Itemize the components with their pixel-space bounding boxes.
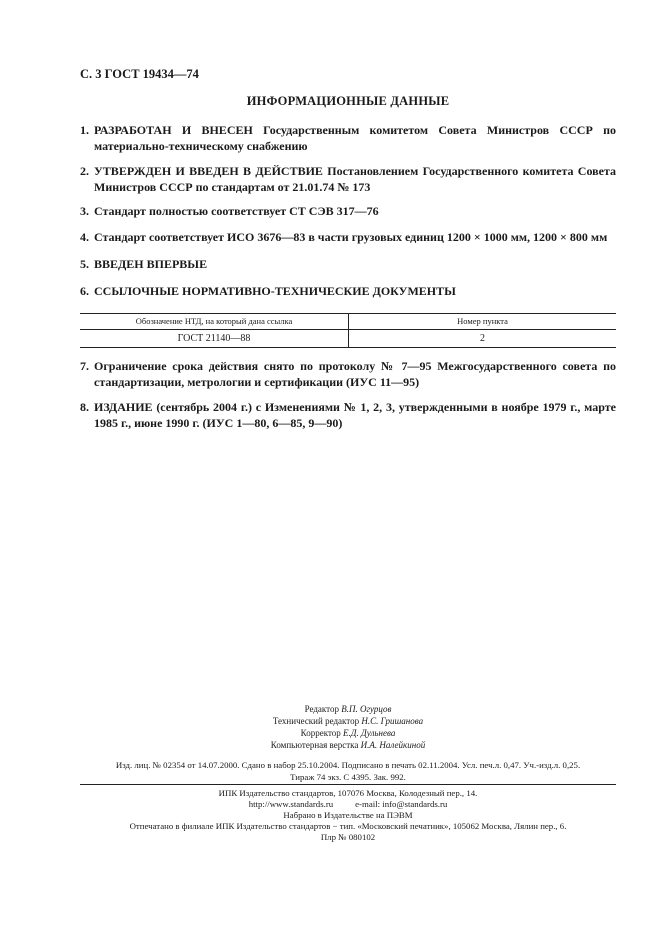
item-number: 6. [80,284,89,298]
table-header-row [80,314,616,330]
table-header-cell: Обозначение НТД, на который дана ссылка [80,314,349,330]
item-text: Стандарт соответствует ИСО 3676—83 в части грузовых единиц 1200 × 1000 мм, 1200 × 800 мм [94,230,608,244]
email-link: e-mail: info@standards.ru [355,799,448,809]
item-number: 1. [80,123,89,137]
credit-tech-editor [80,715,616,727]
website-link: http://www.standards.ru [248,799,334,809]
item-number: 2. [80,164,89,178]
page-header: С. 3 ГОСТ 19434—74 [80,67,199,81]
publication-info-line: Тираж 74 экз. С 4395. Зак. 992. [290,772,406,782]
item-number: 3. [80,204,89,218]
publication-info-line: Изд. лиц. № 02354 от 14.07.2000. Сдано в набор 25.10.2004. Подписано в печать 02.11.2004. Усл. печ.л. 0,47. Уч.-изд.л. 0,25. [115,760,581,770]
credit-label: Технический редактор [272,716,360,726]
credits-block [80,703,616,751]
credit-name: Н.С. Гришанова [361,716,424,726]
publication-info [80,759,616,783]
item-text: УТВЕРЖДЕН И ВВЕДЕН В ДЕЙСТВИЕ Постановлением Государственного комитета Совета Министров СССР по стандартам от 21.01.74 № 173 [94,164,616,194]
item-3 [80,204,616,220]
credit-name: И.А. Налейкиной [360,740,426,750]
item-2 [80,164,616,195]
credit-editor [80,703,616,715]
item-5 [80,257,616,273]
item-text: Ограничение срока действия снято по протоколу № 7—95 Межгосударственного совета по стандартизации, метрологии и сертификации (ИУС 11—95) [94,359,616,389]
item-number: 5. [80,257,89,271]
item-7 [80,359,616,390]
credit-name: В.П. Огурцов [341,704,392,714]
credit-label: Корректор [300,728,341,738]
credit-label: Компьютерная верстка [270,740,359,750]
item-1 [80,123,616,154]
item-number: 4. [80,230,89,244]
credit-corrector [80,727,616,739]
section-title: ИНФОРМАЦИОННЫЕ ДАННЫЕ [246,94,450,108]
item-4 [80,230,616,246]
table-cell: 2 [349,330,617,348]
table-cell: ГОСТ 21140—88 [80,330,349,348]
item-8 [80,400,616,431]
reference-documents-table [80,313,616,348]
publisher-address: ИПК Издательство стандартов, 107076 Москва, Колодезный пер., 14. [218,788,478,798]
item-6 [80,284,616,300]
typeset-info: Набрано в Издательстве на ПЭВМ [283,810,413,820]
publisher-contacts [80,799,616,810]
item-text: Стандарт полностью соответствует СТ СЭВ 317—76 [94,204,379,218]
credit-label: Редактор [304,704,339,714]
license-number: Плр № 080102 [320,832,376,842]
item-number: 8. [80,400,89,414]
item-text: ССЫЛОЧНЫЕ НОРМАТИВНО-ТЕХНИЧЕСКИЕ ДОКУМЕНТЫ [94,284,456,298]
item-text: ИЗДАНИЕ (сентябрь 2004 г.) с Изменениями № 1, 2, 3, утвержденными в ноябре 1979 г., марте 1985 г., июне 1990 г. (ИУС 1—80, 6—85, 9—90) [94,400,616,430]
item-number: 7. [80,359,89,373]
printed-at-info: Отпечатано в филиале ИПК Издательство стандартов − тип. «Московский печатник», 105062 Москва, Лялин пер., 6. [129,821,567,831]
credit-name: Е.Д. Дульнева [343,728,396,738]
printing-info [80,788,616,843]
credit-layout [80,739,616,751]
item-text: ВВЕДЕН ВПЕРВЫЕ [94,257,208,271]
divider [80,784,616,785]
table-header-cell: Номер пункта [349,314,617,330]
table-row [80,330,616,348]
item-text: РАЗРАБОТАН И ВНЕСЕН Государственным комитетом Совета Министров СССР по материально-техническому снабжению [94,123,616,153]
